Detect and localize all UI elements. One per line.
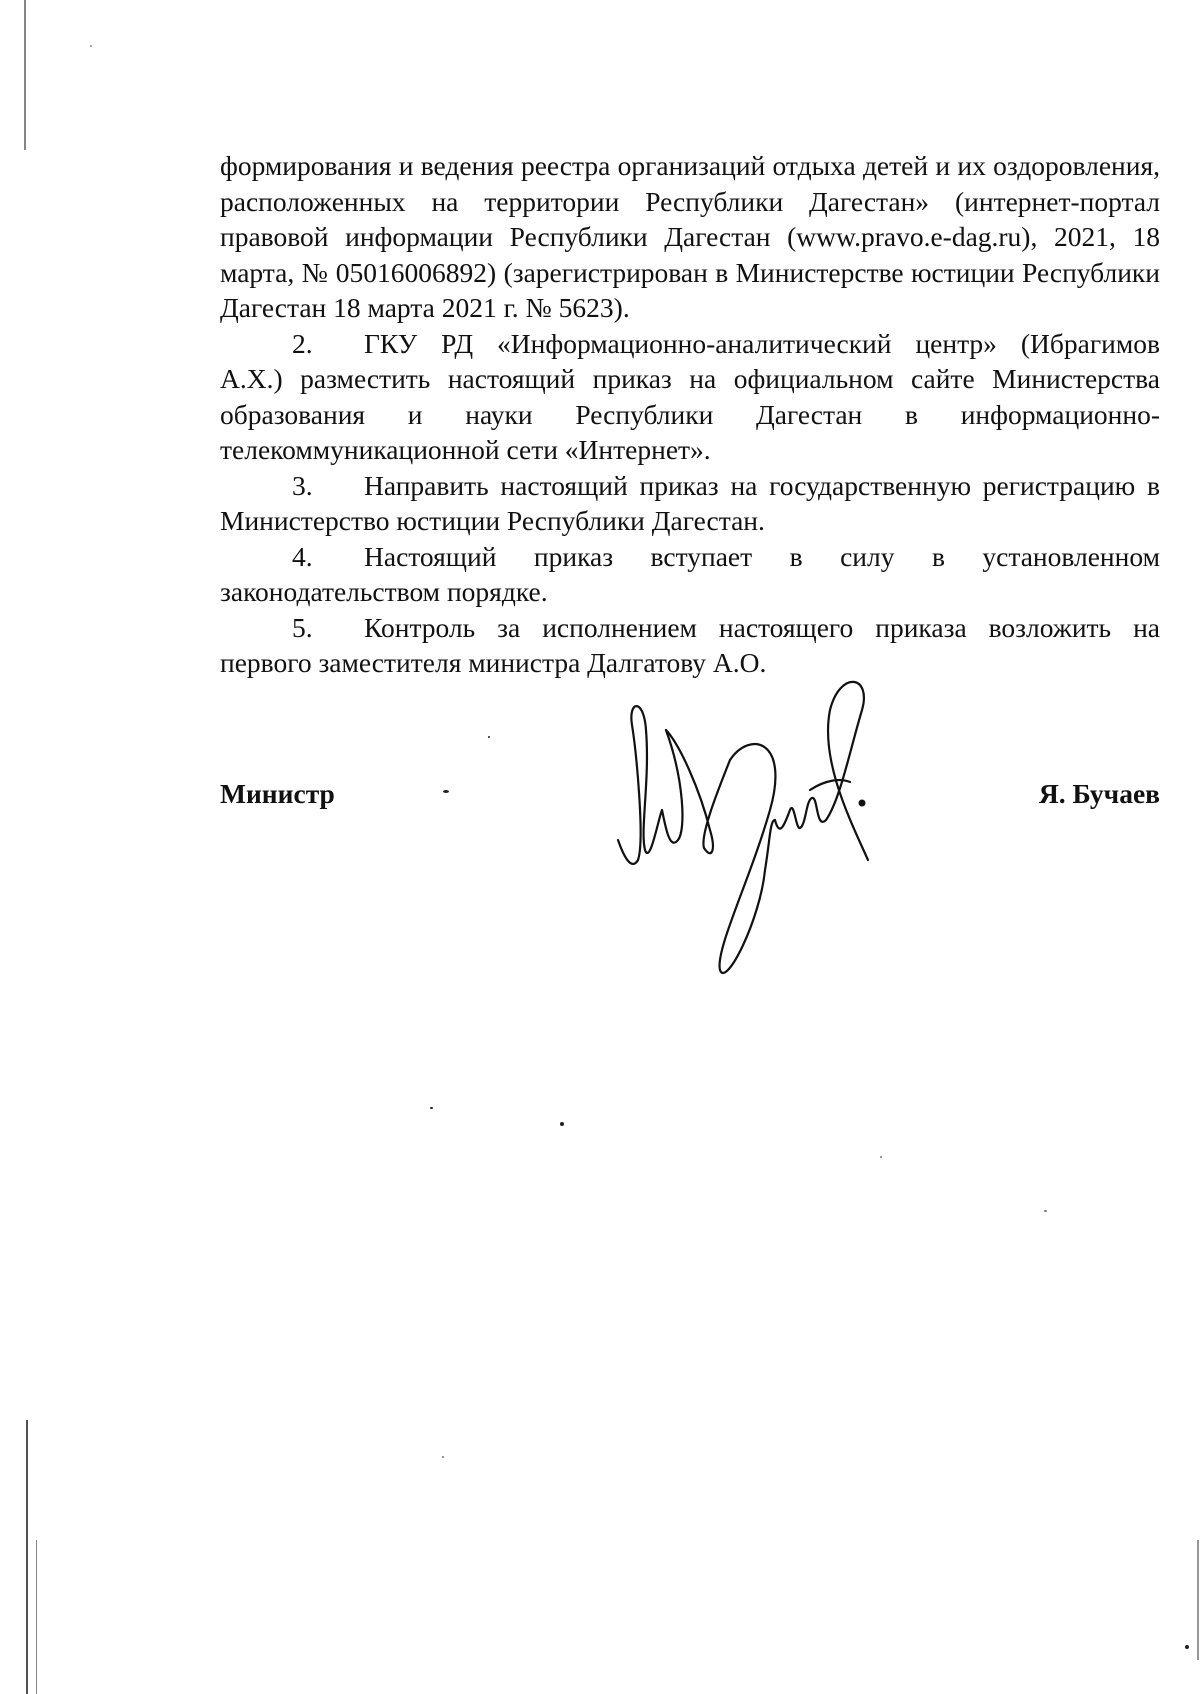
- signer-name: Я. Бучаев: [1038, 778, 1160, 809]
- scan-speck: [488, 736, 490, 738]
- scan-edge-line-bottom-2: [36, 1540, 37, 1694]
- list-item-2: [220, 326, 1160, 468]
- list-item-text: Контроль за исполнением настоящего приказа возложить на первого заместителя министра Далгатову А.О.: [220, 611, 1160, 678]
- list-item-3: [220, 468, 1160, 539]
- signer-position: Министр: [220, 778, 335, 809]
- scan-speck: [90, 45, 92, 47]
- scan-edge-line-bottom: [26, 1420, 28, 1694]
- scan-edge-line-right: [1197, 1540, 1199, 1660]
- list-item-text: ГКУ РД «Информационно-аналитический центр» (Ибрагимов А.Х.) разместить настоящий приказ на официальном сайте Министерства образования и науки Республики Дагестан в информационно-телекоммуникационной сети «Интернет».: [220, 327, 1160, 465]
- scan-edge-line-top: [24, 0, 26, 150]
- list-item-4: [220, 539, 1160, 610]
- scan-speck: [430, 1107, 433, 1109]
- scan-speck: [442, 1456, 444, 1458]
- list-item-number: 5.: [292, 611, 313, 643]
- scan-speck: [443, 790, 449, 793]
- list-item-number: 3.: [292, 469, 313, 501]
- paragraph-continuation: формирования и ведения реестра организаций отдыха детей и их оздоровления, расположенных на территории Республики Дагестан» (интернет-портал правовой информации Республики Дагестан (www.pravo.e-dag.ru), 2021, 18 марта, № 05016006892) (зарегистрирован в Министерстве юстиции Республики Дагестан 18 марта 2021 г. № 5623).: [220, 150, 1160, 323]
- handwritten-signature: [600, 670, 920, 990]
- list-item-number: 2.: [292, 327, 313, 359]
- document-body: [220, 148, 1160, 681]
- list-item-number: 4.: [292, 540, 313, 572]
- list-item-text: Настоящий приказ вступает в силу в установленном законодательством порядке.: [220, 540, 1160, 607]
- scan-speck: [1185, 1645, 1189, 1649]
- scan-speck: [560, 1122, 564, 1126]
- scan-speck: [880, 1156, 882, 1158]
- scan-speck: [1044, 1210, 1047, 1212]
- list-item-text: Направить настоящий приказ на государственную регистрацию в Министерство юстиции Республики Дагестан.: [220, 469, 1160, 536]
